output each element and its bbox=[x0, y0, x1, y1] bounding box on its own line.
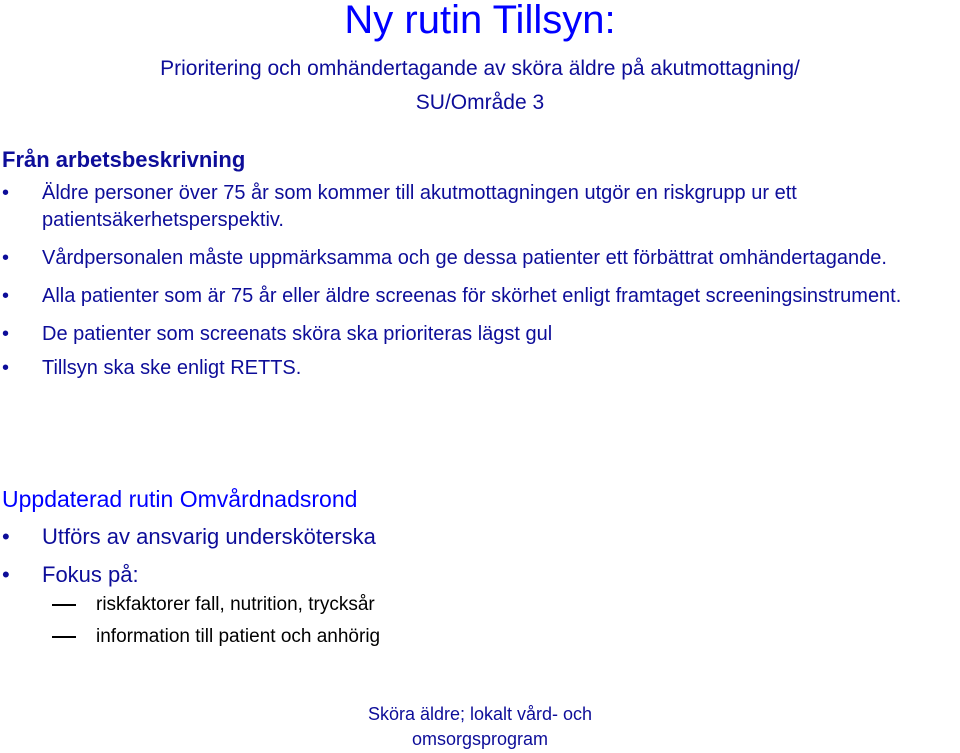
list-item bbox=[0, 522, 960, 552]
footer bbox=[330, 702, 630, 752]
list-item bbox=[0, 283, 960, 310]
dash-icon bbox=[52, 636, 76, 638]
dash-icon bbox=[52, 604, 76, 606]
list-item bbox=[0, 560, 960, 590]
section2-heading: Uppdaterad rutin Omvårdnadsrond bbox=[2, 486, 358, 512]
subtitle-line-1: Prioritering och omhändertagande av sköra äldre på akutmottagning/ bbox=[160, 57, 800, 80]
sublist-item bbox=[0, 592, 960, 617]
subtitle-line-2: SU/Område 3 bbox=[415, 91, 545, 114]
list-item-text: De patienter som screenats sköra ska prioriteras lägst gul bbox=[42, 323, 553, 345]
list-item bbox=[0, 355, 960, 382]
footer-line-1: Sköra äldre; lokalt vård- och bbox=[367, 704, 593, 724]
bullet-icon: • bbox=[2, 323, 10, 345]
section2-list bbox=[0, 522, 960, 598]
focus-sublist bbox=[0, 592, 960, 656]
slide-title: Ny rutin Tillsyn: bbox=[344, 0, 616, 42]
sublist-item bbox=[0, 624, 960, 649]
sublist-item-text: riskfaktorer fall, nutrition, trycksår bbox=[96, 594, 375, 615]
list-item-text: Fokus på: bbox=[42, 562, 139, 587]
list-item bbox=[0, 180, 960, 234]
section1-heading: Från arbetsbeskrivning bbox=[2, 147, 246, 172]
bullet-icon: • bbox=[2, 247, 10, 269]
list-item bbox=[0, 321, 960, 348]
list-item-text: Äldre personer över 75 år som kommer till akutmottagningen utgör en riskgrupp ur ett patientsäkerhetsperspektiv. bbox=[42, 182, 797, 231]
bullet-icon: • bbox=[2, 562, 10, 587]
bullet-icon: • bbox=[2, 357, 10, 379]
list-item-text: Vårdpersonalen måste uppmärksamma och ge dessa patienter ett förbättrat omhändertagande. bbox=[42, 247, 887, 269]
bullet-icon: • bbox=[2, 524, 10, 549]
list-item-text: Tillsyn ska ske enligt RETTS. bbox=[42, 357, 302, 379]
list-item bbox=[0, 245, 960, 272]
bullet-icon: • bbox=[2, 182, 10, 204]
sublist-item-text: information till patient och anhörig bbox=[96, 626, 381, 647]
bullet-icon: • bbox=[2, 285, 10, 307]
slide-subtitle bbox=[40, 52, 920, 120]
footer-line-2: omsorgsprogram bbox=[411, 729, 549, 749]
section1-list bbox=[0, 180, 960, 393]
list-item-text: Alla patienter som är 75 år eller äldre screenas för skörhet enligt framtaget screeningsinstrument. bbox=[42, 285, 902, 307]
list-item-text: Utförs av ansvarig undersköterska bbox=[42, 524, 376, 549]
